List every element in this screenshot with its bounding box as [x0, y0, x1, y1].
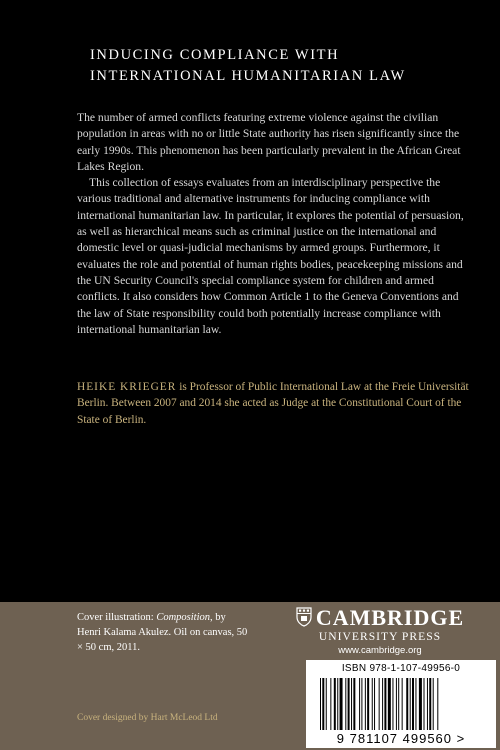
- book-description: [77, 110, 472, 338]
- barcode-bar: [367, 678, 369, 730]
- barcode-bar: [384, 678, 386, 730]
- barcode-bar: [429, 678, 431, 730]
- title-line-2: INTERNATIONAL HUMANITARIAN LAW: [90, 68, 406, 84]
- title-line-1: INDUCING COMPLIANCE WITH: [90, 47, 340, 63]
- bottom-panel: [0, 602, 500, 750]
- barcode-bar: [320, 678, 321, 730]
- cover-designer-credit: Cover designed by Hart McLeod Ltd: [77, 713, 218, 723]
- barcode-bar: [372, 678, 373, 730]
- barcode-bar: [437, 678, 438, 730]
- barcode-bar: [359, 678, 360, 730]
- barcode-bar: [334, 678, 336, 730]
- barcode-bar: [406, 678, 408, 730]
- barcode-number: 9 781107 499560 >: [336, 731, 466, 746]
- description-paragraph-1: The number of armed conflicts featuring extreme violence against the civilian population in areas with no or little State authority has risen significantly since the early 1990s. This phenomenon has been particularly prevalent in the African Great Lakes Region.: [77, 111, 461, 173]
- barcode-bar: [351, 678, 352, 730]
- barcode-bar: [396, 678, 397, 730]
- credit-prefix: Cover illustration:: [77, 612, 154, 623]
- publisher-name: CAMBRIDGE: [315, 605, 465, 630]
- barcode-bar: [337, 678, 338, 730]
- isbn-barcode: [306, 660, 496, 748]
- description-paragraph-2: This collection of essays evaluates from an interdisciplinary perspective the various traditional and alternative instruments for inducing compliance with international humanitarian law. In particular, it explores the potential of persuasion, as well as hierarchical means such as criminal justice on the international and domestic level or quasi-judicial mechanisms by armed groups. Furthermore, it evaluates the role and potential of human rights bodies, peacekeeping missions and the UN Security Council's special compliance system for children and armed conflicts. It also considers how Common Article 1 to the Geneva Conventions and the law of State responsibility could both potentially increase compliance with international humanitarian law.: [77, 176, 464, 336]
- author-bio: [77, 379, 477, 428]
- barcode-bar: [433, 678, 434, 730]
- barcode-bar: [392, 678, 393, 730]
- barcode-bar: [365, 678, 366, 730]
- book-title: [90, 45, 406, 87]
- barcode-bar: [379, 678, 380, 730]
- barcode-bar: [398, 678, 399, 730]
- publisher-press: UNIVERSITY PRESS: [318, 630, 442, 643]
- barcode-bar: [382, 678, 383, 730]
- barcode-bar: [388, 678, 391, 730]
- barcode-bar: [415, 678, 416, 730]
- barcode-bar: [326, 678, 327, 730]
- barcode-bar: [427, 678, 428, 730]
- barcode-bar: [345, 678, 346, 730]
- credit-details: , by Henri Kalama Akulez. Oil on canvas, 50 × 50 cm, 2011.: [77, 612, 248, 653]
- barcode-bar: [340, 678, 343, 730]
- barcode-bar: [412, 678, 414, 730]
- barcode-bar: [361, 678, 362, 730]
- barcode-bar: [374, 678, 375, 730]
- author-bio-text: is Professor of Public International Law at the Freie Universität Berlin. Between 2007 and 2014 she acted as Judge at the Constitutional Court of the State of Berlin.: [77, 381, 469, 426]
- barcode-bar: [402, 678, 403, 730]
- author-name: HEIKE KRIEGER: [77, 381, 177, 393]
- barcode-bar: [419, 678, 422, 730]
- credit-work-title: Composition: [156, 612, 211, 623]
- isbn-label: ISBN 978-1-107-49956-0: [341, 663, 461, 674]
- publisher-logo: [285, 605, 475, 656]
- barcode-bar: [348, 678, 350, 730]
- barcode-bar: [410, 678, 411, 730]
- barcode-bar: [353, 678, 355, 730]
- publisher-url[interactable]: www.cambridge.org: [338, 645, 422, 656]
- cambridge-shield-icon: [296, 607, 312, 627]
- barcode-bar: [330, 678, 331, 730]
- barcode-bar: [424, 678, 425, 730]
- barcode-bars: [320, 678, 482, 730]
- barcode-bar: [322, 678, 324, 730]
- cover-illustration-credit: [77, 610, 252, 655]
